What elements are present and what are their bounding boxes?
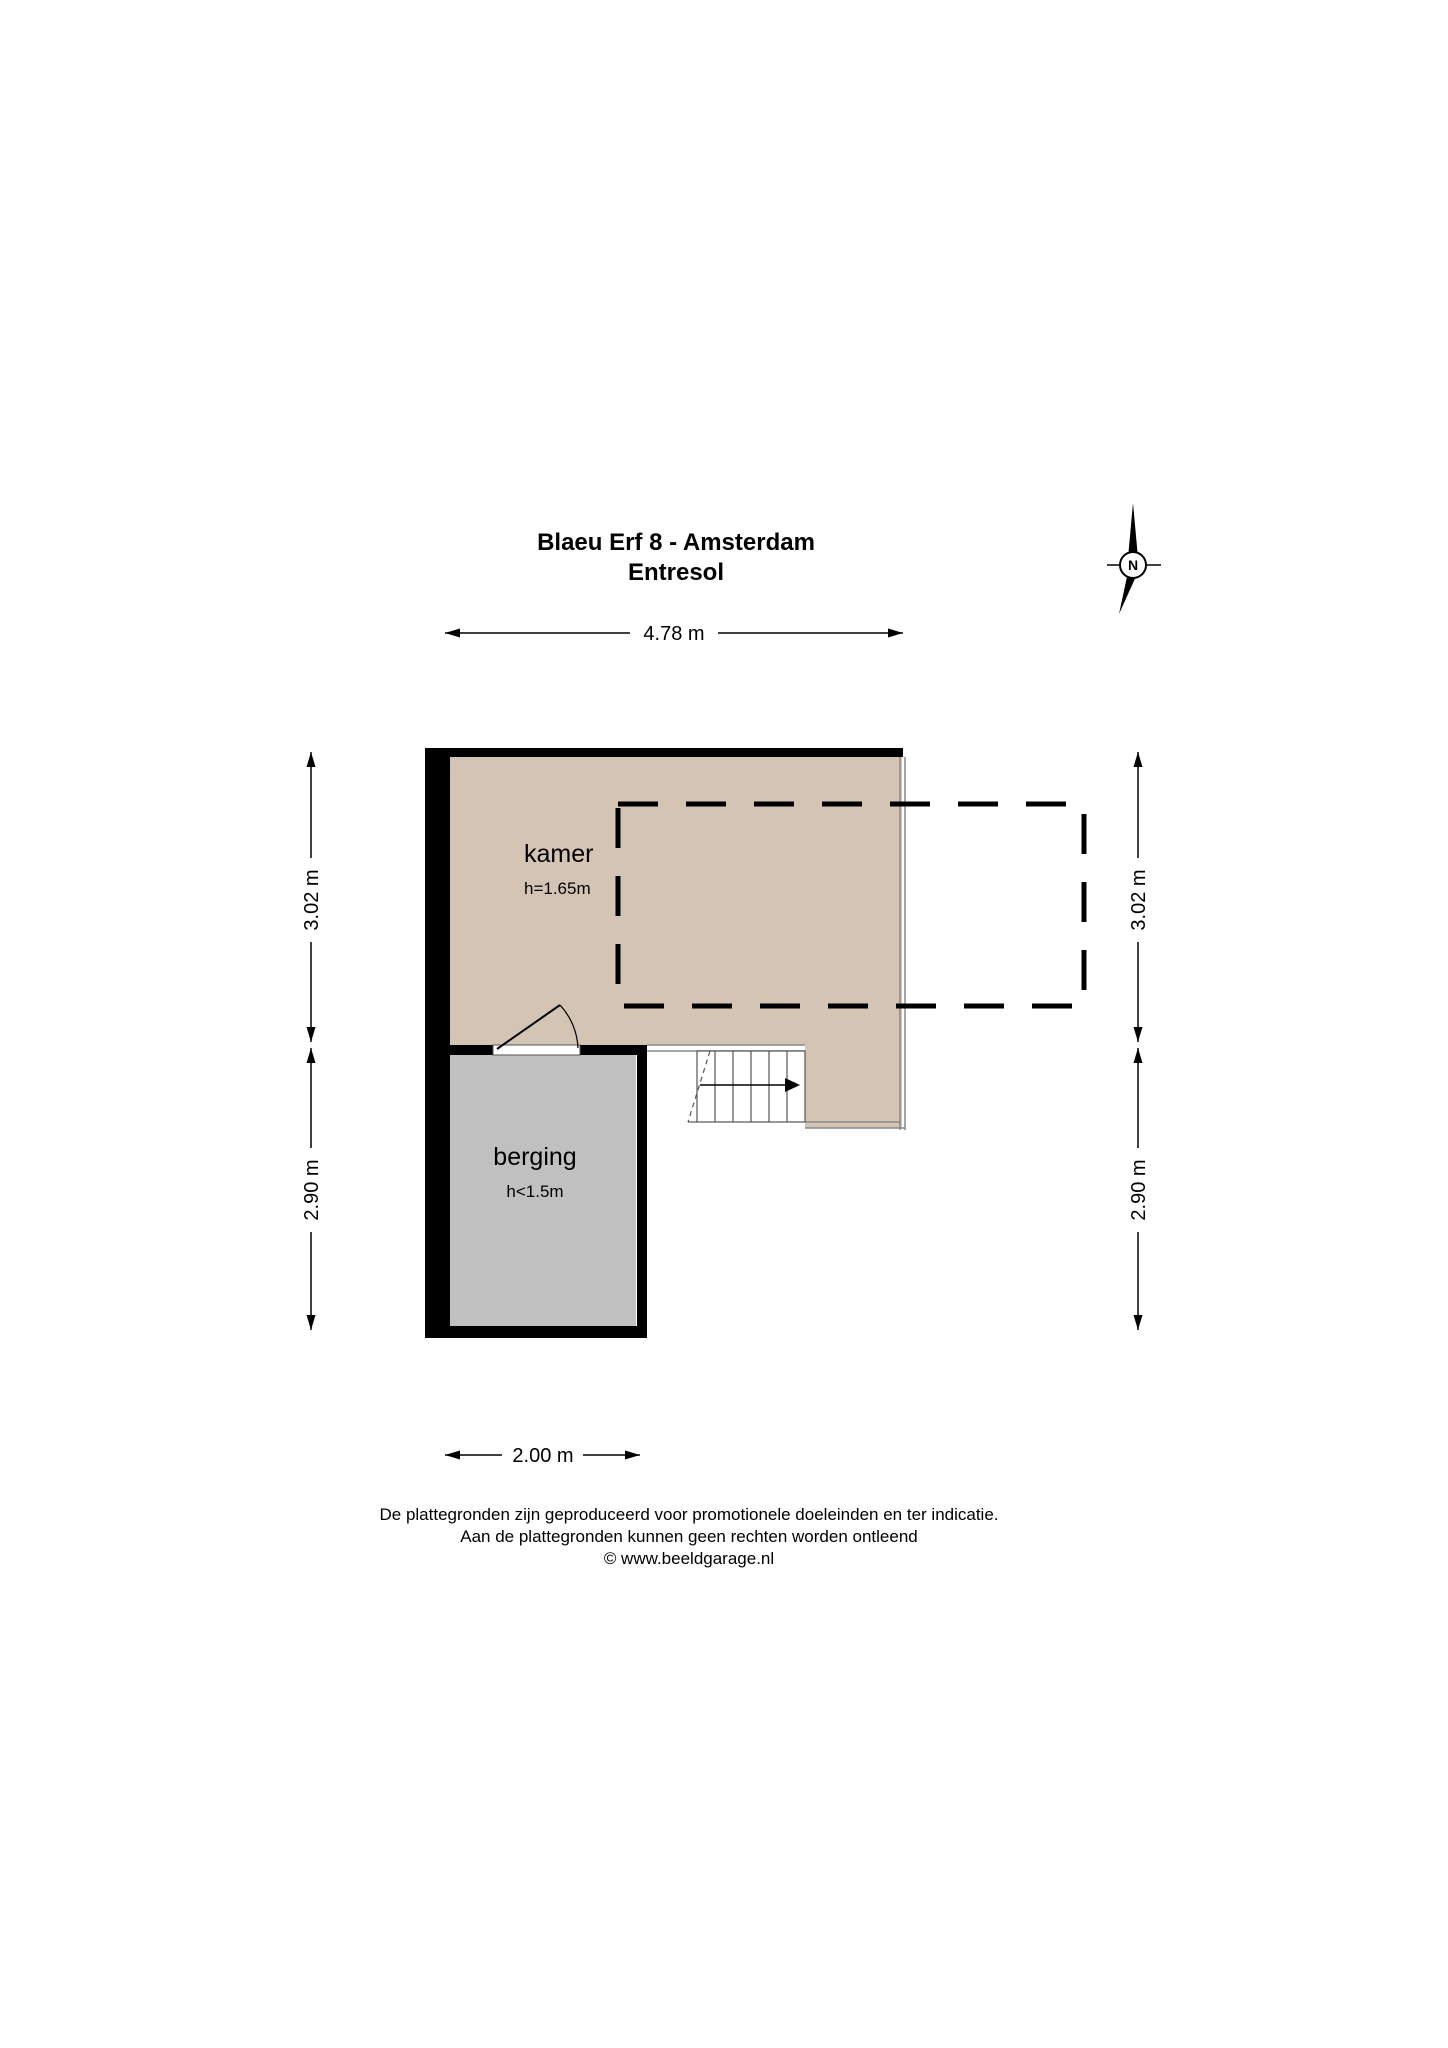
dimension-right-upper xyxy=(1128,752,1150,1042)
dimension-right-upper-label: 3.02 m xyxy=(1128,869,1150,931)
dimension-right-lower xyxy=(1128,1048,1150,1330)
dimension-left-upper xyxy=(301,752,323,1042)
disclaimer-line-1: De plattegronden zijn geproduceerd voor promotionele doeleinden en ter indicatie. xyxy=(379,1505,999,1524)
dimension-left-lower xyxy=(301,1048,323,1330)
plan-title: Blaeu Erf 8 - Amsterdam xyxy=(537,529,815,556)
north-letter: N xyxy=(1127,557,1139,573)
dimension-left-upper-label: 3.02 m xyxy=(301,869,323,931)
dimension-bottom-width xyxy=(445,1445,640,1467)
room-kamer-height: h=1.65m xyxy=(524,879,591,898)
dimension-right-lower-label: 2.90 m xyxy=(1128,1159,1150,1221)
floor-name: Entresol xyxy=(627,559,725,586)
room-berging-label: berging xyxy=(493,1143,577,1171)
north-arrow-icon xyxy=(1107,503,1161,614)
room-kamer-label: kamer xyxy=(524,840,594,868)
disclaimer-line-2: Aan de plattegronden kunnen geen rechten worden ontleend xyxy=(460,1527,918,1546)
dimension-left-lower-label: 2.90 m xyxy=(301,1159,323,1221)
dimension-top-width xyxy=(445,623,903,645)
dimension-bottom-width-label: 2.00 m xyxy=(512,1445,574,1467)
dimension-top-width-label: 4.78 m xyxy=(643,623,705,645)
room-berging-height: h<1.5m xyxy=(506,1182,564,1201)
copyright-line: © www.beeldgarage.nl xyxy=(603,1549,775,1568)
